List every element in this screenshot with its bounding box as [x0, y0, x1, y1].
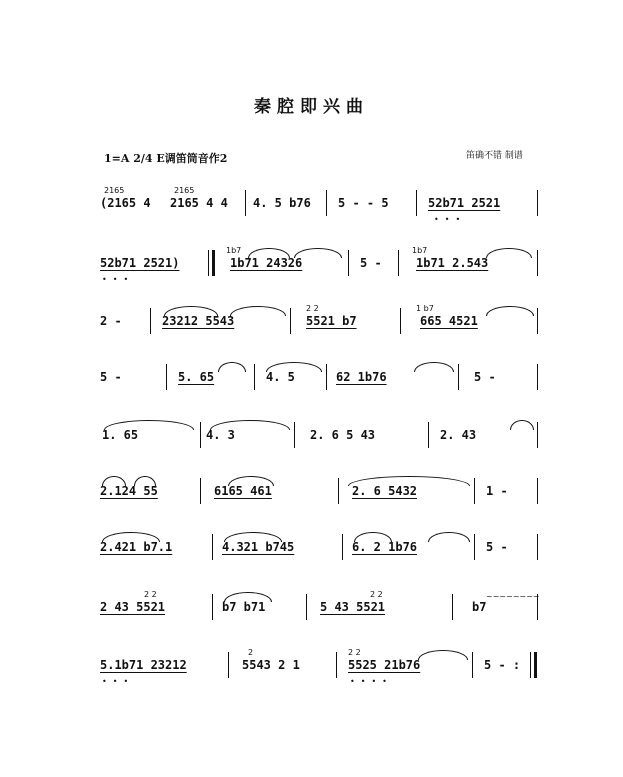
barline	[208, 250, 209, 276]
barline	[458, 364, 459, 390]
measure: 52b71 2521)	[100, 256, 180, 270]
grace-notes: 2 2	[348, 648, 361, 657]
barline	[245, 190, 246, 216]
measure: 5543 2 1	[242, 658, 300, 672]
measure: 665 4521	[420, 314, 478, 328]
score-row	[98, 418, 538, 458]
barline	[306, 594, 307, 620]
barline	[452, 594, 453, 620]
score-row	[98, 246, 538, 286]
grace-notes: 1b7	[412, 246, 428, 255]
barline	[326, 190, 327, 216]
barline	[474, 478, 475, 504]
barline	[294, 422, 295, 448]
barline	[537, 422, 538, 448]
score-row	[98, 590, 538, 630]
barline	[537, 364, 538, 390]
measure: 5525 21b76	[348, 658, 421, 672]
measure: 5 - - 5	[338, 196, 389, 210]
barline	[342, 534, 343, 560]
grace-notes: 2165	[104, 186, 125, 195]
barline	[400, 308, 401, 334]
measure: 5521 b7	[306, 314, 357, 328]
repeat-barline	[212, 250, 215, 276]
measure: 5 -	[360, 256, 382, 270]
barline	[212, 534, 213, 560]
measure: 5 - :	[484, 658, 521, 672]
score-row	[98, 648, 538, 688]
measure: 2. 6 5 43	[310, 428, 376, 442]
measure: 1 -	[486, 484, 508, 498]
barline	[398, 250, 399, 276]
barline	[290, 308, 291, 334]
measure: 5. 65	[178, 370, 215, 384]
measure: (2165 4	[100, 196, 151, 210]
octave-dots: •••	[434, 215, 467, 224]
measure: 5 -	[100, 370, 122, 384]
measure: 2.421 b7.1	[100, 540, 173, 554]
barline	[537, 250, 538, 276]
barline	[150, 308, 151, 334]
trill-mark: ~~~~~~~~	[486, 592, 540, 601]
octave-dots: ••••	[350, 677, 393, 686]
octave-dots: •••	[102, 677, 135, 686]
score-credit: 笛确不错 制谱	[466, 151, 523, 161]
barline	[166, 364, 167, 390]
measure: b7	[472, 600, 487, 614]
barline	[212, 594, 213, 620]
measure: 4.321 b745	[222, 540, 295, 554]
barline	[200, 478, 201, 504]
barline	[200, 422, 201, 448]
final-barline	[534, 652, 537, 678]
barline	[472, 652, 473, 678]
barline	[537, 478, 538, 504]
measure: 5 -	[474, 370, 496, 384]
measure: 6165 461	[214, 484, 272, 498]
octave-dots: •••	[102, 275, 135, 284]
barline	[228, 652, 229, 678]
measure: 4. 5 b76	[253, 196, 311, 210]
barline	[474, 534, 475, 560]
barline	[428, 422, 429, 448]
grace-notes: 1b7	[226, 246, 242, 255]
barline	[537, 190, 538, 216]
page-title: 秦腔即兴曲	[254, 97, 369, 117]
barline	[537, 534, 538, 560]
barlines	[98, 474, 538, 514]
measure: 5 -	[486, 540, 508, 554]
barline	[338, 478, 339, 504]
grace-notes: 1 b7	[416, 304, 434, 313]
barline	[254, 364, 255, 390]
measure: 1. 65	[102, 428, 139, 442]
measure: 5 43 5521	[320, 600, 386, 614]
barline	[416, 190, 417, 216]
measure: 4. 3	[206, 428, 235, 442]
measure: 2. 43	[440, 428, 477, 442]
measure: 62 1b76	[336, 370, 387, 384]
barline	[537, 308, 538, 334]
barline	[336, 652, 337, 678]
measure: 2.124 55	[100, 484, 158, 498]
score-row	[98, 304, 538, 344]
measure: 6. 2 1b76	[352, 540, 418, 554]
measure: 23212 5543	[162, 314, 235, 328]
key-signature: 1=A 2/4 E调笛筒音作2	[104, 152, 228, 165]
barline	[530, 652, 531, 678]
grace-notes: 2 2	[144, 590, 157, 599]
measure: 5.1b71 23212	[100, 658, 187, 672]
grace-notes: 2 2	[306, 304, 319, 313]
measure: 2165 4 4	[170, 196, 228, 210]
grace-notes: 2	[248, 648, 254, 657]
grace-notes: 2 2	[370, 590, 383, 599]
measure: 4. 5	[266, 370, 295, 384]
measure: 52b71 2521	[428, 196, 501, 210]
score-row	[98, 474, 538, 514]
measure: 2 -	[100, 314, 122, 328]
score-row	[98, 530, 538, 570]
score-row	[98, 186, 538, 226]
barline	[348, 250, 349, 276]
measure: 2. 6 5432	[352, 484, 418, 498]
measure: 1b71 24326	[230, 256, 303, 270]
score-row	[98, 360, 538, 400]
measure: b7 b71	[222, 600, 266, 614]
grace-notes: 2165	[174, 186, 195, 195]
barline	[326, 364, 327, 390]
measure: 1b71 2.543	[416, 256, 489, 270]
measure: 2 43 5521	[100, 600, 166, 614]
